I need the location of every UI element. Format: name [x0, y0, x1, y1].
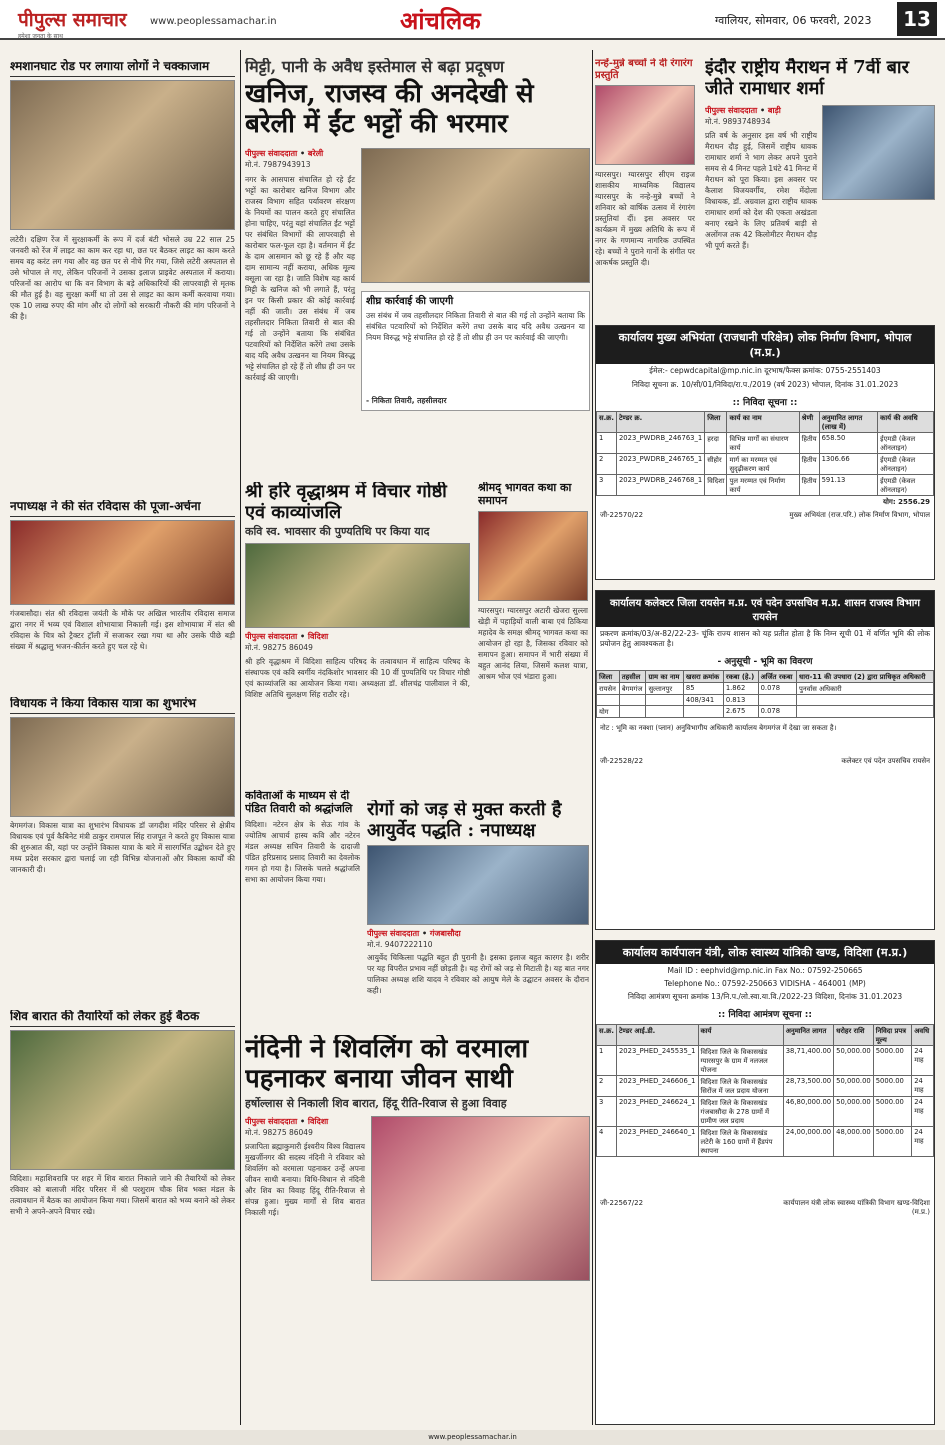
byline-label: पीपुल्स संवाददाता: [705, 106, 758, 116]
table-header: जिला: [705, 412, 727, 433]
story-body: ग्यारसपुर। ग्यारसपुर अटारी खेजरा सुल्ला खेड़ी में पहाड़ियों वाली बाबा एवं ठिकिया महादेव के समक्ष श्रीमद् भागवत कथा का आयोजन हो रहा है, जिसका रविवार को समापन हुआ। समापन में भारी संख्या में बहुत आनंद लिया, जिसमें कलश यात्रा, आश्रम भोज एवं भंडारा हुआ।: [478, 606, 588, 682]
table-row: [597, 683, 934, 695]
table-header: टेण्डर आई.डी.: [616, 1025, 698, 1046]
table-row: [597, 1076, 934, 1097]
story-headline: शिव बारात की तैयारियों को लेकर हुई बैठक: [10, 1010, 235, 1027]
byline-place: गंजबासौदा: [429, 929, 461, 939]
newspaper-logo: [18, 6, 127, 40]
story-headline: श्री हरि वृद्धाश्रम में विचार गोष्ठी एवं काव्यांजलि: [245, 482, 447, 523]
table-cell: 1.862: [723, 683, 758, 695]
table-cell: रायसेन: [597, 683, 620, 695]
table-header: श्रेणी: [799, 412, 819, 433]
table-cell: [646, 706, 683, 718]
notice-signer: कार्यपालन यंत्री लोक स्वास्थ्य यांत्रिकी विभाग खण्ड-विदिशा (म.प्र.): [783, 1199, 930, 1216]
table-row: [597, 454, 934, 475]
land-table: [596, 670, 934, 718]
page-number: 13: [897, 2, 937, 36]
notice-box-title: :: निविदा सूचना ::: [732, 398, 798, 408]
byline-place: बाड़ी: [767, 106, 781, 116]
table-header: अवधि: [912, 1025, 934, 1046]
table-cell: 2: [597, 1076, 617, 1097]
byline: पीपुल्स संवाददाता • गंजबासौदा: [367, 929, 461, 939]
table-cell: 2023_PWDRB_246765_1: [616, 454, 704, 475]
table-cell: 2: [597, 454, 617, 475]
table-row: [597, 475, 934, 496]
story-subhead: कवि स्व. भावसार की पुण्यतिथि पर किया याद: [245, 525, 430, 539]
story-body: प्रजापिता ब्रह्माकुमारी ईश्वरीय विश्व विद्यालय मुखर्जीनगर की सदस्य नंदिनी ने रविवार को शिवलिंग को वरमाला पहनाकर उन्हें अपना जीवन साथी बनाया। विधि-विधान से नंदिनी और शिव का विवाह हिंदू रीति-रिवाज से संपन्न हुआ। मुख्य मार्गों से शिव बारात निकाली गई।: [245, 1142, 365, 1218]
table-cell: [683, 706, 723, 718]
masthead: [0, 0, 945, 40]
dateline: ग्वालियर, सोमवार, 06 फरवरी, 2023: [715, 14, 872, 27]
byline-place: विदिशा: [307, 1117, 329, 1127]
story-body: श्री हरि वृद्धाश्रम में विदिशा साहित्य परिषद के तत्वावधान में साहित्य परिषद के संस्थापक एवं कवि स्वर्गीय नंदकिशोर भावसार की 10 वीं पुण्यतिथि पर विचार गोष्ठी एवं काव्यांजलि का आयोजन किया गया। अध्यक्षता डॉ. शीलचंद्र पालीवाल ने की, विशिष्ट अतिथि सुलक्षण सिंह राठौर रहे।: [245, 657, 470, 700]
logo-text: पीपुल्स समाचार: [18, 9, 127, 31]
ravidas-procession-photo: [10, 520, 235, 605]
quote-title: शीघ्र कार्रवाई की जाएगी: [366, 296, 454, 308]
table-header: स.क्र.: [597, 412, 617, 433]
notice-title: कार्यालय कलेक्टर जिला रायसेन म.प्र. एवं पदेन उपसचिव म.प्र. शासन राजस्व विभाग रायसेन: [596, 591, 934, 627]
table-cell: 28,73,500.00: [783, 1076, 833, 1097]
story-nandini-wedding: [245, 1035, 590, 1425]
table-cell: [646, 695, 683, 706]
notice-signer: कलेक्टर एवं पदेन उपसचिव रायसेन: [841, 757, 930, 765]
table-cell: विदिशा जिले के विकासखंड सिरोंज में जल प्रदाय योजना: [698, 1076, 783, 1097]
table-cell: 48,000.00: [834, 1127, 874, 1157]
table-header: धारा-11 की उपधारा (2) द्वारा प्राधिकृत अधिकारी: [797, 671, 934, 683]
quote-text: उस संबंध में जब तहसीलदार निकिता तिवारी से बात की गई तो उन्होंने बताया कि संबंधित पटवारियों को निर्देशित करेंगे तथा उसके बाद यदि अवैध उत्खनन या नियम विरुद्ध भट्टे संचालित हो रहे हैं तो शीघ्र ही उन पर कार्रवाई की जाएगी।: [366, 310, 585, 342]
phed-tender-table: [596, 1024, 934, 1157]
table-cell: विभिन्न मार्गों का संधारण कार्य: [727, 433, 799, 454]
tender-total-value: 2556.29: [898, 498, 930, 506]
story-vridhashram: [245, 482, 470, 782]
vikas-yatra-photo: [10, 717, 235, 817]
story-body: लटेरी। दक्षिण रेंज में सुरक्षाकर्मी के रूप में दर्ज बंटी भोसले उम्र 22 साल 25 जनवरी को रेंज में लाइट का काम कर रहा था, छत पर बैठकर लाइट का काम करते समय वह करंट लग गया और वह छत पर से नीचे गिर गया, जिसे लटेरी अस्पताल से उसे भोपाल ले गए, लेकिन परिजनों ने उसका इलाज प्राइवेट अस्पताल में कराया। परिजनों का आरोप था कि वन विभाग के बड़े अधिकारियों की लापरवाही से मृतक की मौत हुई है। वह सुरक्षा कर्मी था तो उस से लाइट का काम कर्मी करवाया गया। एक 10 लाख रुपए की मांग और दो लोगों को सरकारी नौकरी की मांग परिजनों ने की है।: [10, 234, 235, 321]
story-ravidas: [10, 500, 235, 690]
table-cell: [797, 695, 934, 706]
table-cell: 1: [597, 433, 617, 454]
table-cell: 0.813: [723, 695, 758, 706]
notice-ref: निविदा सूचना क्र. 10/सी/01/निविदा/रा.प./2019 (वर्ष 2023) भोपाल, दिनांक 31.01.2023: [631, 380, 899, 389]
column-divider: [592, 50, 593, 1425]
notice-contact-phone: Telephone No.: 07592-250663 VIDISHA - 464001 (MP): [664, 979, 866, 988]
reporter-mobile: मो.नं. 98275 86049: [245, 1128, 313, 1138]
table-cell: 0.078: [758, 683, 796, 695]
table-header: कार्य का नाम: [727, 412, 799, 433]
table-cell: 24,00,000.00: [783, 1127, 833, 1157]
table-cell: मार्ग का मरम्मत एवं सुदृढ़ीकरण कार्य: [727, 454, 799, 475]
table-cell: 2023_PHED_245535_1: [616, 1046, 698, 1076]
byline-label: पीपुल्स संवाददाता: [245, 1117, 298, 1127]
story-headline: कविताओं के माध्यम से दी पंडित तिवारी को श्रद्धांजलि: [245, 790, 353, 815]
table-header: निविदा प्रपत्र मूल्य: [873, 1025, 912, 1046]
table-cell: विदिशा: [705, 475, 727, 496]
table-cell: 1306.66: [819, 454, 878, 475]
byline-place: विदिशा: [307, 632, 329, 642]
story-body: आयुर्वेद चिकित्सा पद्धति बहुत ही पुरानी है। इसका इलाज बहुत कारगर है। शरीर पर यह विपरीत प्रभाव नहीं छोड़ती है। यह रोगों को जड़ से मिटाती है। यह बात नगर पालिका अध्यक्ष शशि यादव ने रविवार को आयुष मेले के उद्घाटन अवसर के दौरान कही।: [367, 953, 589, 996]
table-row: [597, 433, 934, 454]
table-cell: 2023_PHED_246606_1: [616, 1076, 698, 1097]
table-cell: 24 माह: [912, 1127, 934, 1157]
table-cell: 5000.00: [873, 1127, 912, 1157]
story-kicker: मिट्टी, पानी के अवैध इस्तेमाल से बढ़ा प्रदूषण: [245, 58, 505, 76]
table-cell: 24 माह: [912, 1076, 934, 1097]
story-headline: रोगों को जड़ से मुक्त करती है आयुर्वेद पद्धति : नपाध्यक्ष: [367, 800, 562, 841]
table-header: तहसील: [619, 671, 646, 683]
table-cell: 2023_PWDRB_246768_1: [616, 475, 704, 496]
table-cell: ईएमडी (केवल ऑनलाइन): [878, 454, 934, 475]
official-quote-box: [361, 291, 590, 411]
table-cell: 1: [597, 1046, 617, 1076]
byline: पीपुल्स संवाददाता • विदिशा: [245, 1117, 329, 1127]
table-cell: [619, 695, 646, 706]
table-cell: 3: [597, 475, 617, 496]
tender-total: योग: 2556.29: [883, 498, 930, 506]
notice-box-title: - अनुसूची - भूमि का विवरण: [717, 657, 813, 667]
byline: पीपुल्स संवाददाता • विदिशा: [245, 632, 329, 642]
katha-photo: [478, 511, 588, 601]
table-cell: 591.13: [819, 475, 878, 496]
notice-signer: मुख्य अभियंता (राज.परि.) लोक निर्माण विभाग, भोपाल: [789, 511, 930, 519]
table-cell: 5000.00: [873, 1046, 912, 1076]
table-cell: 0.078: [758, 706, 796, 718]
website-url[interactable]: www.peoplessamachar.in: [150, 16, 277, 27]
table-header: रकबा (हे.): [723, 671, 758, 683]
table-cell: हितीय: [799, 454, 819, 475]
table-cell: 85: [683, 683, 723, 695]
story-body: ग्यारसपुर। ग्यारसपुर सीएम राइज शासकीय माध्यमिक विद्यालय ग्यारसपुर के नन्हे-मुन्ने बच्चों ने शनिवार को वार्षिक उत्सव में रंगारंग प्रस्तुतियां दीं। इस अवसर पर कार्यक्रम में मुख्य अतिथि के रूप में नगर के गणमान्य नागरिक उपस्थित रहे। बच्चों ने पुराने गानों के संगीत पर आकर्षक प्रस्तुति दी।: [595, 170, 695, 267]
gathering-photo: [245, 543, 470, 628]
table-header: अनुमानित लागत: [783, 1025, 833, 1046]
notice-intro: प्रकरण क्रमांक/03/अ-82/22-23- चूंकि राज्य शासन को यह प्रतीत होता है कि निम्न सूची 01 में वर्णित भूमि की लोक प्रयोजन हेतु आवश्यकता है।: [600, 629, 930, 648]
table-cell: [619, 706, 646, 718]
kids-photo: [595, 85, 695, 165]
reporter-mobile: मो.नं. 9407222110: [367, 940, 433, 950]
table-cell: विदिशा जिले के विकासखंड लटेरी के 160 ग्रामों में हैंडपंप स्थापना: [698, 1127, 783, 1157]
table-row: [597, 1097, 934, 1127]
column-divider: [240, 50, 241, 1425]
story-ayurved: [367, 800, 589, 1030]
table-row: [597, 706, 934, 718]
notice-box-title: :: निविदा आमंत्रण सूचना ::: [718, 1010, 812, 1020]
table-cell: 50,000.00: [834, 1097, 874, 1127]
story-body: गंजबासौदा। संत श्री रविदास जयंती के मौके पर अखिल भारतीय रविदास समाज द्वारा नगर में भव्य एवं विशाल शोभायात्रा निकाली गई। इस शोभायात्रा में संत श्री रविदास के चित्र को ट्रैक्टर ट्रॉली में सजाकर रखा गया था और उसके पीछे बड़ी संख्या में श्रद्धालु भजन-कीर्तन करते हुए चल रहे थे।: [10, 608, 235, 651]
table-header: खसरा क्रमांक: [683, 671, 723, 683]
table-cell: 2023_PHED_246640_1: [616, 1127, 698, 1157]
story-headline: श्मशानघाट रोड पर लगाया लोगों ने चक्काजाम: [10, 58, 235, 77]
table-cell: हरदा: [705, 433, 727, 454]
logo-tagline: हमेशा जनता के साथ: [18, 33, 63, 40]
phed-tender-notice: [595, 940, 935, 1425]
table-cell: योग: [597, 706, 620, 718]
notice-ref: निविदा आमंत्रण सूचना क्रमांक 13/नि.प./लो.स्वा.या.वि./2022-23 विदिशा, दिनांक 31.01.2023: [627, 992, 903, 1001]
brick-kiln-photo: [361, 148, 590, 283]
table-header: कार्य की अवधि: [878, 412, 934, 433]
story-body: विदिशा। महाशिवरात्रि पर शहर में शिव बारात निकाले जाने की तैयारियों को लेकर रविवार को बालाजी मंदिर परिसर में श्री परशुराम चौक शिव भक्त मंडल के तत्वावधान में बैठक का आयोजन किया गया। जिसमें बारात को भव्य बनाने को लेकर सभी ने अपने-अपने विचार रखे।: [10, 1173, 235, 1216]
table-header: धरोहर राशि: [834, 1025, 874, 1046]
table-row: [597, 1046, 934, 1076]
story-subhead: हर्षोल्लास से निकाली शिव बारात, हिंदू रीति-रिवाज से हुआ विवाह: [245, 1096, 507, 1110]
table-cell: 4: [597, 1127, 617, 1157]
story-kavita-tribute: [245, 790, 360, 1015]
byline-label: पीपुल्स संवाददाता: [245, 632, 298, 642]
ayush-camp-photo: [367, 845, 589, 925]
tender-table: [596, 411, 934, 496]
table-cell: सुल्तानपुर: [646, 683, 683, 695]
table-header: अनुमानित लागत (लाख में): [819, 412, 878, 433]
story-headline: विधायक ने किया विकास यात्रा का शुभारंभ: [10, 697, 235, 714]
byline: पीपुल्स संवाददाता • बरेली: [245, 149, 324, 159]
table-cell: 2023_PHED_246624_1: [616, 1097, 698, 1127]
table-cell: 3: [597, 1097, 617, 1127]
table-cell: 408/341: [683, 695, 723, 706]
story-vikas-yatra: [10, 697, 235, 1002]
table-cell: पुल मरम्मत एवं निर्माण कार्य: [727, 475, 799, 496]
byline-label: पीपुल्स संवाददाता: [245, 149, 298, 159]
byline: पीपुल्स संवाददाता • बाड़ी: [705, 106, 781, 116]
table-cell: सीहोर: [705, 454, 727, 475]
story-body: नगर के आसपास संचालित हो रहे ईंट भट्टों का कारोबार खनिज विभाग और राजस्व विभाग सहित पर्यावरण संरक्षण के नियमों का पालन करते हुए संचालित होना चाहिए, परंतु यहां संचालित ईंट भट्टों पर संबंधित विभागों की लापरवाही से कारोबार फल-फूल रहा है। वर्तमान में ईंट के दाम आसमान को छू रहे हैं और यह दाम सामान्य नहीं कराया, अधिक मूल्य वसूला जा रहा है। जाति विशेष यह कार्य मिट्टी के खनिज को भी लगाते हैं, परंतु इन पर किसी प्रकार की कोई कार्रवाई नहीं की जाती। उस संबंध में जब तहसीलदार निकिता तिवारी से बात की गई तो उन्होंने बताया कि संबंधित पटवारियों को निर्देशित करेंगे तथा उसके बाद यदि अवैध उत्खनन या नियम विरुद्ध भट्टे संचालित हो रहे हैं तो शीघ्र ही उन पर कार्रवाई की जाएगी।: [245, 175, 355, 383]
table-cell: 658.50: [819, 433, 878, 454]
pwd-tender-notice: [595, 325, 935, 580]
story-brick-kilns: [245, 58, 590, 473]
raisen-land-notice: [595, 590, 935, 930]
story-headline: खनिज, राजस्व की अनदेखी से बरेली में ईंट भट्टों की भरमार: [245, 79, 534, 140]
story-headline: नन्हें-मुन्ने बच्चों ने दी रंगारंग प्रस्तुति: [595, 58, 693, 81]
table-cell: बेगमगंज: [619, 683, 646, 695]
table-row: [597, 695, 934, 706]
byline-place: बरेली: [307, 149, 324, 159]
table-row: [597, 1127, 934, 1157]
table-cell: ईएमडी (केवल ऑनलाइन): [878, 475, 934, 496]
table-header: टेण्डर क्र.: [616, 412, 704, 433]
story-kids-performance: [595, 58, 695, 318]
reporter-mobile: मो.नं. 98275 86049: [245, 643, 313, 653]
notice-code: जी-22528/22: [600, 757, 644, 765]
table-header: जिला: [597, 671, 620, 683]
table-cell: 50,000.00: [834, 1076, 874, 1097]
story-body: विदिशा। नटेरन क्षेत्र के सेऊ गांव के ज्योतिष आचार्य हास्य कवि और नटेरन मंडल अध्यक्ष सचिन तिवारी के दादाजी पंडित हरिप्रसाद प्रसाद तिवारी का देवलोक गमन हो गया है। जिसके चलते श्रद्धांजलि सभा का आयोजन किया गया।: [245, 820, 360, 885]
story-marathon: [705, 58, 935, 318]
table-header: स.क्र.: [597, 1025, 617, 1046]
table-cell: हितीय: [799, 475, 819, 496]
notice-title: कार्यालय मुख्य अभियंता (राजधानी परिक्षेत्र) लोक निर्माण विभाग, भोपाल (म.प्र.): [596, 326, 934, 364]
table-cell: हितीय: [799, 433, 819, 454]
byline-label: पीपुल्स संवाददाता: [367, 929, 420, 939]
wedding-ceremony-photo: [371, 1116, 590, 1281]
table-cell: विदिशा जिले के विकासखंड ग्यारसपुर के ग्राम में नलजल योजना: [698, 1046, 783, 1076]
table-cell: [758, 695, 796, 706]
story-headline: इंदौर राष्ट्रीय मैराथन में 7वीं बार जीते रामाधार शर्मा: [705, 58, 909, 99]
protest-photo: [10, 80, 235, 230]
table-cell: 5000.00: [873, 1076, 912, 1097]
story-headline: नपाध्यक्ष ने की संत रविदास की पूजा-अर्चना: [10, 500, 235, 517]
table-cell: विदिशा जिले के विकासखंड गंजबासौदा के 278 ग्रामों में ग्रामीण जल प्रदाय: [698, 1097, 783, 1127]
table-header: अर्जित रकबा: [758, 671, 796, 683]
reporter-mobile: मो.नं. 9893748934: [705, 117, 771, 127]
notice-contact-mail: Mail ID : eephvid@mp.nic.in Fax No.: 07592-250665: [667, 966, 863, 975]
reporter-mobile: मो.नं. 7987943913: [245, 160, 311, 170]
story-headline: नंदिनी ने शिवलिंग को वरमाला पहनाकर बनाया जीवन साथी: [245, 1035, 529, 1094]
notice-code: जी-22567/22: [600, 1199, 644, 1207]
quote-by: - निकिता तिवारी, तहसीलदार: [366, 395, 447, 405]
notice-note: नोट : भूमि का नक्शा (प्लान) अनुविभागीय अधिकारी कार्यालय बेगमगंज में देखा जा सकता है।: [600, 724, 837, 732]
table-cell: 38,71,400.00: [783, 1046, 833, 1076]
table-cell: 2023_PWDRB_246763_1: [616, 433, 704, 454]
table-cell: 46,80,000.00: [783, 1097, 833, 1127]
table-cell: 5000.00: [873, 1097, 912, 1127]
section-title: आंचलिक: [400, 6, 481, 35]
table-cell: 50,000.00: [834, 1046, 874, 1076]
table-cell: [797, 706, 934, 718]
table-header: कार्य: [698, 1025, 783, 1046]
table-cell: [597, 695, 620, 706]
meeting-photo: [10, 1030, 235, 1170]
story-headline: श्रीमद् भागवत कथा का समापन: [478, 482, 572, 507]
table-cell: 24 माह: [912, 1046, 934, 1076]
story-bhagwat-katha: [478, 482, 588, 792]
story-shiv-barat-meeting: [10, 1010, 235, 1425]
table-cell: पुनर्वास अधिकारी: [797, 683, 934, 695]
table-header: ग्राम का नाम: [646, 671, 683, 683]
notice-title: कार्यालय कार्यपालन यंत्री, लोक स्वास्थ्य यांत्रिकी खण्ड, विदिशा (म.प्र.): [596, 941, 934, 964]
table-cell: 2.675: [723, 706, 758, 718]
notice-contact: ईमेल:- cepwdcapital@mp.nic.in दूरभाष/फैक्स क्रमांक: 0755-2551403: [649, 366, 881, 375]
footer: www.peoplessamachar.in: [0, 1430, 945, 1445]
marathon-runner-photo: [822, 105, 935, 200]
table-cell: 24 माह: [912, 1097, 934, 1127]
table-cell: ईएमडी (केवल ऑनलाइन): [878, 433, 934, 454]
story-body: बेगमगंज। विकास यात्रा का शुभारंभ विधायक डॉ जगदीश मंदिर परिसर से क्षेत्रीय विधायक एवं पूर्व कैबिनेट मंत्री ठाकुर रामपाल सिंह राजपूत ने करते हुए विकास यात्रा की शुरुआत की, यहां पर उन्होंने विकास यात्रा के बारे में सारगर्भित उद्बोधन देते हुए मध्य प्रदेश सरकार द्वारा चलाई जा रही विभिन्न योजनाओं और विकास कार्यों की जानकारी दी।: [10, 820, 235, 874]
story-body: प्रति वर्ष के अनुसार इस वर्ष भी राष्ट्रीय मैराथन दौड़ हुई, जिसमें राष्ट्रीय धावक रामाधार शर्मा ने भाग लेकर अपने पुराने समय से 4 मिनट पहले 1घंटे 41 मिनट में मैराथन को पूरा किया। इस अवसर पर कैलाश विजयवर्गीय, रमेश मेंदोला विधायक, डॉ. अग्रवाल द्वारा राष्ट्रीय धावक रामाधार शर्मा को देश की एकता अखंडता बनाए रखने के लिए प्रतिवर्ष बाड़ी से अलोंगज तक 42 किलोमीटर मैराथन दौड़ भी पूर्ण करते हैं।: [705, 131, 817, 251]
story-chakkajam: [10, 58, 235, 493]
notice-code: जी-22570/22: [600, 511, 644, 519]
